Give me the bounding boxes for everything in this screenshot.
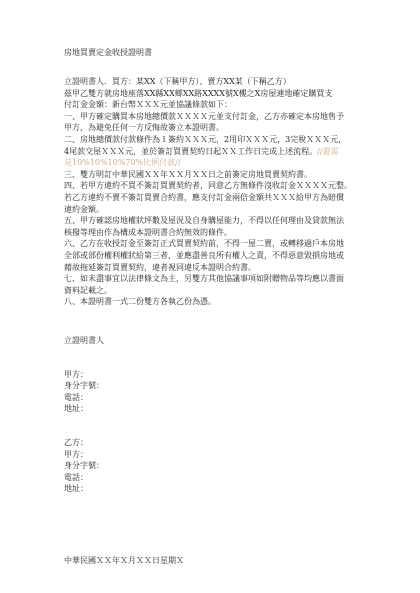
clause-line: 三、雙方明訂中華民國ＸＸ年ＸＸ月ＸＸ日之前簽定房地買賣契約書。	[64, 169, 312, 179]
party-field: 身分字號：	[64, 381, 104, 391]
clause-line: 七、如未盡事宜以法律條文為主，另雙方其他協議事項如附贈物品等均應以書面	[64, 274, 344, 284]
party-field: 電話：	[64, 392, 88, 402]
clause-line: 四、若甲方違約不買不簽訂買賣契約者，同意乙方無條件沒收訂金ＸＸＸＸ元整。	[64, 181, 352, 191]
clause-list	[64, 169, 360, 308]
clause-line: 若乙方違約不賣不簽訂買賣合約書，應支付訂金兩倍金額共ＸＸＸ給甲方為賠償	[64, 192, 344, 202]
clause-2	[64, 134, 360, 169]
intro-paragraph	[64, 76, 360, 111]
clause-4	[64, 180, 360, 215]
document-body	[64, 76, 360, 308]
clause-line: 核撥等理由作為構成本證明書合約無效的條件。	[64, 227, 232, 237]
party-field: 甲方：	[64, 449, 88, 459]
clause-line: 全部或部份權利權狀給第三者，並應盡善良所有權人之責，不得惡意毀損房地或	[64, 250, 344, 260]
party-b-block	[64, 437, 360, 495]
date-line: 中華民國ＸＸ年Ｘ月ＸＸ日星期Ｘ	[64, 556, 184, 565]
party-field: 甲方：	[64, 369, 88, 379]
clause-6	[64, 238, 360, 273]
party-field: 地址：	[64, 404, 88, 414]
clause-7	[64, 273, 360, 296]
party-field: 身分字號：	[64, 461, 104, 471]
clause-line	[64, 157, 360, 169]
clause-line: 五、甲方確認房地權狀坪數及屋況及自身購屋能力，不得以任何理由及貸款無法	[64, 216, 344, 226]
document-title: 房地買賣定金收授證明書	[64, 48, 152, 57]
intro-line: 茲甲乙雙方就房地座落XX縣XX鄉XX路XXXX號X樓之X房屋連地確定購買支	[64, 88, 333, 98]
intro-line: 立證明書人．買方：某XX（下稱甲方）、賣方XX某（下稱乙方）	[64, 77, 291, 86]
signatory-block	[64, 335, 360, 495]
party-field: 乙方：	[64, 437, 88, 447]
clause-line: 甲方，為避免任何一方反悔故簽立本證明書。	[64, 123, 224, 133]
clause-5	[64, 215, 360, 238]
clause-line: 八、本證明書一式二份雙方各執乙份為憑。	[64, 297, 216, 307]
clause-3	[64, 169, 360, 181]
party-field: 電話：	[64, 472, 88, 482]
clause-line: 藉故拖延簽訂買賣契約，違者視同違反本證明合約書。	[64, 262, 256, 272]
clause-line: 資料記載之。	[64, 285, 112, 295]
party-a-block	[64, 369, 360, 415]
clause-line: 違約金額。	[64, 204, 104, 214]
clause-1	[64, 111, 360, 134]
clause-8	[64, 296, 360, 308]
clause-line: 一、甲方確定購買本房地總價款ＸＸＸＸ元並支付訂金，乙方亦確定本房地售予	[64, 111, 344, 121]
signer-heading: 立證明書人	[64, 336, 104, 345]
inline-note: //還需	[317, 146, 339, 156]
party-field: 地址：	[64, 484, 88, 494]
intro-line: 付訂金金額：新台幣ＸＸＸ元並協議條款如下：	[64, 100, 232, 110]
clause-line: 二、房地總價款付款條件為１簽約ＸＸＸ元，2用印ＸＸＸ元，3完稅ＸＸＸ元，	[64, 134, 347, 144]
clause-line: 六、乙方在收授訂金至簽訂正式買賣契約前，不得一屋二賣，或轉移過戶本房地	[64, 239, 344, 249]
clause-line	[64, 146, 360, 158]
clause-text: 4尾款交屋ＸＸＸ元，並於簽訂買賣契約日起ＸＸ工作日完成上述流程。	[64, 146, 318, 156]
inline-note: 是10%10%10%70%比例付款//	[64, 158, 181, 168]
